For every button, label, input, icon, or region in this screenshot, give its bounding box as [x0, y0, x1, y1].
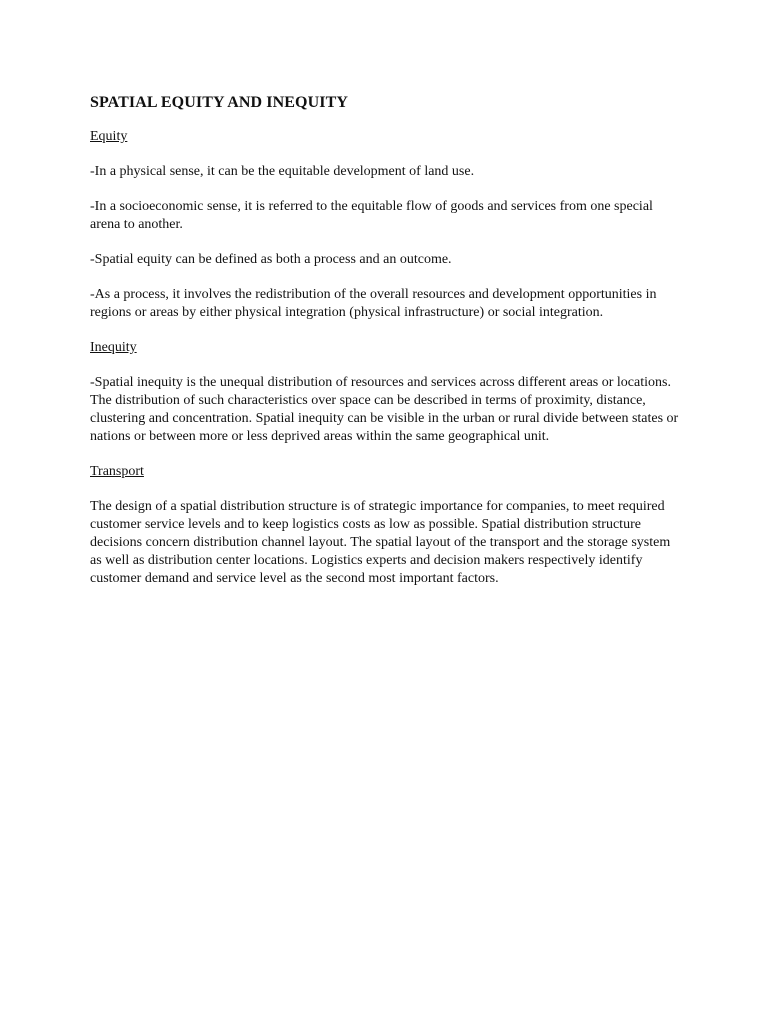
section-heading-transport: Transport — [90, 464, 144, 479]
paragraph: -Spatial equity can be defined as both a process and an outcome. — [90, 252, 452, 267]
paragraph: -In a socioeconomic sense, it is referred to the equitable flow of goods and services from one special arena to another. — [90, 199, 653, 232]
section-inequity — [90, 339, 680, 446]
paragraph: -In a physical sense, it can be the equitable development of land use. — [90, 164, 475, 179]
paragraph: -Spatial inequity is the unequal distribution of resources and services across different areas or locations. The distribution of such characteristics over space can be described in terms of proximity, distance, clustering and concentration. Spatial inequity can be visible in the urban or rural divide between states or nations or between more or less deprived areas within the same geographical unit. — [90, 375, 679, 444]
paragraph: The design of a spatial distribution structure is of strategic importance for companies, to meet required customer service levels and to keep logistics costs as low as possible. Spatial distribution structure decisions concern distribution channel layout. The spatial layout of the transport and the storage system as well as distribution center locations. Logistics experts and decision makers respectively identify customer demand and service level as the second most important factors. — [90, 499, 671, 586]
section-equity — [90, 128, 680, 322]
section-heading-equity: Equity — [90, 129, 128, 144]
document-page — [90, 92, 680, 605]
section-heading-inequity: Inequity — [90, 340, 137, 355]
section-transport — [90, 463, 680, 588]
document-title: SPATIAL EQUITY AND INEQUITY — [90, 94, 349, 111]
paragraph: -As a process, it involves the redistribution of the overall resources and development opportunities in regions or areas by either physical integration (physical infrastructure) or social integration. — [90, 287, 657, 320]
